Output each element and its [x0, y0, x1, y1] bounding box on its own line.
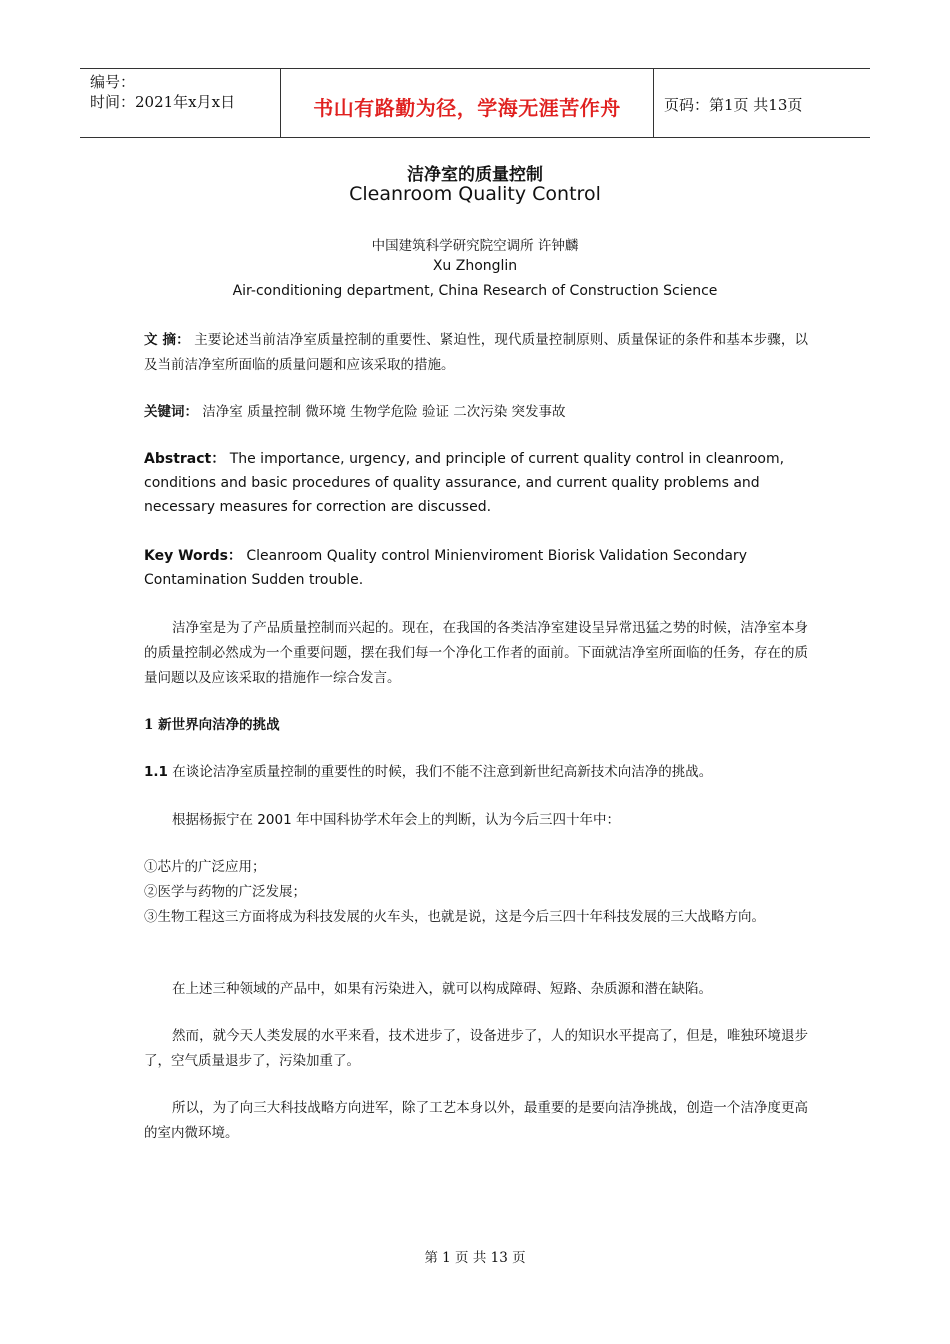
- abstract-en-label: Abstract：: [144, 451, 226, 467]
- section-1-heading: 1 新世界向洁净的挑战: [144, 717, 280, 733]
- subsection-1-1-text: 在谈论洁净室质量控制的重要性的时候，我们不能不注意到新世纪高新技术向洁净的挑战。: [172, 764, 713, 780]
- subsection-1-1-number: 1.1: [144, 764, 168, 780]
- however-paragraph: 然而，就今天人类发展的水平来看，技术进步了，设备进步了，人的知识水平提高了，但是，唯独环境退步了，空气质量退步了，污染加重了。: [144, 1028, 808, 1069]
- header-right-cell: [654, 69, 870, 137]
- pollution-paragraph: 在上述三种领域的产品中，如果有污染进入，就可以构成障碍、短路、杂质源和潜在缺陷。: [172, 981, 712, 997]
- author-affiliation: Air-conditioning department, China Research of Construction Science: [232, 283, 718, 299]
- list-item: ①芯片的广泛应用；: [144, 859, 266, 875]
- keywords-en-label: Key Words：: [144, 548, 242, 564]
- yang-paragraph-year: 2001: [257, 812, 292, 828]
- header-page-info: 页码：第1页 共13页: [664, 96, 803, 114]
- document-time-label: 时间：2021年x月x日: [90, 93, 236, 111]
- header-left-cell: [80, 69, 281, 137]
- list-item: ③生物工程这三方面将成为科技发展的火车头，也就是说，这是今后三四十年科技发展的三大战略方向。: [144, 909, 765, 925]
- author-en: Xu Zhonglin: [432, 258, 518, 274]
- abstract-en: [144, 447, 808, 519]
- title-zh: 洁净室的质量控制: [407, 165, 543, 185]
- therefore-paragraph: 所以，为了向三大科技战略方向进军，除了工艺本身以外，最重要的是要向洁净挑战，创造一个洁净度更高的室内微环境。: [144, 1100, 808, 1141]
- yang-paragraph-post: 年中国科协学术年会上的判断，认为今后三四十年中：: [295, 812, 620, 828]
- abstract-zh-text: 主要论述当前洁净室质量控制的重要性、紧迫性，现代质量控制原则、质量保证的条件和基本步骤，以及当前洁净室所面临的质量问题和应该采取的措施。: [144, 332, 809, 373]
- header-center-cell: [281, 69, 654, 137]
- title-en: Cleanroom Quality Control: [349, 183, 601, 205]
- keywords-en-text: Cleanroom Quality control Minienviroment Biorisk Validation Secondary Contamination Sudden trouble.: [144, 548, 747, 588]
- yang-paragraph-pre: 根据杨振宁在: [172, 812, 253, 828]
- footer-page-number: 第 1 页 共 13 页: [424, 1250, 526, 1266]
- direction-list: [144, 855, 808, 930]
- keywords-zh: [144, 400, 808, 425]
- abstract-zh-label: 文 摘：: [144, 332, 190, 348]
- header-table: [80, 68, 870, 138]
- author-zh: 中国建筑科学研究院空调所 许钟麟: [371, 238, 579, 254]
- keywords-zh-label: 关键词：: [144, 404, 198, 420]
- keywords-zh-text: 洁净室 质量控制 微环境 生物学危险 验证 二次污染 突发事故: [202, 404, 566, 420]
- keywords-en: [144, 544, 808, 592]
- list-item: ②医学与药物的广泛发展；: [144, 884, 306, 900]
- header-motto: 书山有路勤为径，学海无涯苦作舟: [313, 96, 621, 120]
- abstract-zh: [144, 328, 808, 378]
- intro-paragraph: 洁净室是为了产品质量控制而兴起的。现在，在我国的各类洁净室建设呈异常迅猛之势的时候，洁净室本身的质量控制必然成为一个重要问题，摆在我们每一个净化工作者的面前。下面就洁净室所面临的任务，存在的质量问题以及应该采取的措施作一综合发言。: [144, 620, 808, 686]
- abstract-en-text: The importance, urgency, and principle of current quality control in cleanroom, conditions and basic procedures of quality assurance, and current quality problems and necessary measures for correction are discussed.: [144, 451, 785, 515]
- subsection-1-1: [144, 760, 808, 785]
- document-number-label: 编号：: [90, 73, 136, 91]
- yang-paragraph: [144, 808, 808, 833]
